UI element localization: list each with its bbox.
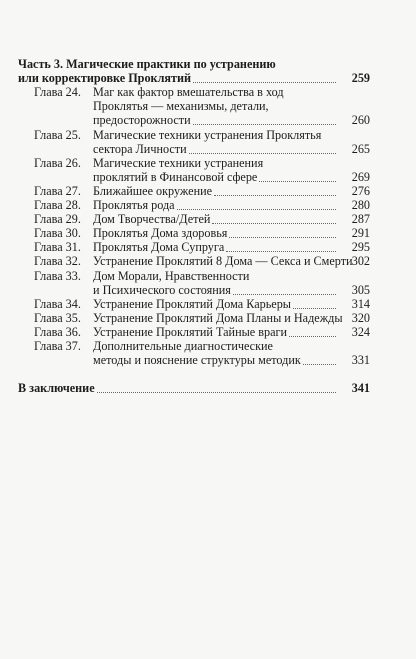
page-number: 265 [351,141,370,156]
page-number: 302 [351,254,370,269]
dot-leader [293,294,336,309]
dot-leader [177,195,336,210]
page-number: 276 [351,183,370,198]
dot-leader [226,237,336,252]
conclusion-title: В заключение [18,381,95,396]
chapter-title: Устранение Проклятий Дома Карьеры [93,296,291,311]
chapter-label: Глава 29. [34,212,81,227]
chapter-label: Глава 33. [34,268,81,283]
page-number: 280 [351,198,370,212]
chapter-label: Глава 34. [34,296,81,311]
page-number: 320 [351,310,370,325]
chapter-title: Проклятья Дома Супруга [93,240,225,255]
chapter-label: Глава 25. [34,127,81,142]
chapter-title: Дополнительные диагностические [93,339,273,353]
dot-leader [289,322,336,337]
page-number: 259 [351,71,370,86]
chapter-title: Устранение Проклятий Тайные враги [93,324,288,339]
dot-leader [97,378,336,393]
dot-leader [212,209,336,224]
page-number: 341 [351,381,370,396]
part-heading-line-1: Часть 3. Магические практики по устранению [18,57,276,71]
dot-leader [214,181,336,196]
chapter-title: Дом Творчества/Детей [93,212,211,227]
page-number: 295 [351,240,370,255]
chapter-title: Устранение Проклятий Дома Планы и Надежды [93,310,343,325]
chapter-title: Проклятья рода [93,198,175,212]
dot-leader [193,110,336,125]
page-number: 269 [351,169,370,184]
chapter-title: Ближайшее окружение [93,183,213,198]
chapter-label: Глава 26. [34,155,81,170]
chapter-label: Глава 24. [34,85,81,100]
chapter-title: Маг как фактор вмешательства в ход [93,85,284,100]
dot-leader [233,280,336,295]
chapter-label: Глава 32. [34,254,81,269]
chapter-title: Дом Морали, Нравственности [93,268,250,283]
chapter-title: Проклятья — механизмы, детали, [93,99,269,114]
chapter-title: Устранение Проклятий 8 Дома — Секса и Смерти [93,254,353,269]
dot-leader [229,223,336,238]
chapter-title: методы и пояснение структуры методик [93,353,301,368]
chapter-label: Глава 35. [34,310,81,325]
chapter-title: сектора Личности [93,141,187,156]
chapter-label: Глава 31. [34,240,81,255]
page-number: 291 [351,226,370,241]
chapter-title: Магические техники устранения Проклятья [93,127,322,142]
page-number: 287 [351,212,370,227]
chapter-title: и Психического состояния [93,282,231,297]
chapter-label: Глава 28. [34,198,81,212]
page-number: 260 [351,113,370,128]
dot-leader [259,167,336,182]
dot-leader [193,68,336,83]
page-number: 305 [351,282,370,297]
chapter-label: Глава 27. [34,183,81,198]
chapter-label: Глава 36. [34,324,81,339]
chapter-title: Магические техники устранения [93,155,264,170]
chapter-title: Проклятья Дома здоровья [93,226,228,241]
dot-leader [303,350,336,365]
page-number: 314 [351,296,370,311]
part-heading-line-2: или корректировке Проклятий [18,71,192,86]
page-number: 324 [351,324,370,339]
chapter-title: предосторожности [93,113,191,128]
chapter-label: Глава 30. [34,226,81,241]
dot-leader [189,139,336,154]
chapter-title: проклятий в Финансовой сфере [93,169,258,184]
chapter-label: Глава 37. [34,339,81,353]
page-number: 331 [351,353,370,368]
